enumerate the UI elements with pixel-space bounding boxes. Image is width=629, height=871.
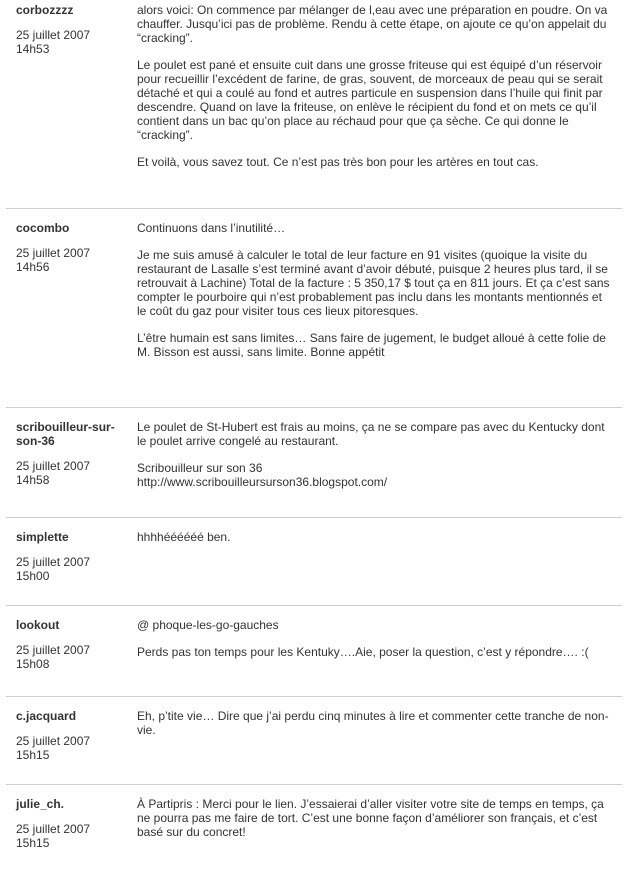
comment-author[interactable]: cocombo	[16, 221, 70, 235]
comment-date: 25 juillet 2007	[16, 734, 91, 748]
comment-paragraph: Et voilà, vous savez tout. Ce n’est pas très bon pour les artères en tout cas.	[137, 155, 539, 169]
comment	[6, 785, 622, 871]
comment-link[interactable]: http://www.scribouilleursurson36.blogspot.com/	[137, 475, 388, 489]
comment-time: 14h58	[16, 473, 50, 487]
comment-author[interactable]: corbozzzz	[16, 3, 74, 17]
comment-author[interactable]: lookout	[16, 618, 60, 632]
comment	[6, 697, 622, 785]
comment	[6, 606, 622, 697]
comment-paragraph: @ phoque-les-go-gauches	[137, 618, 279, 632]
comment-time: 15h00	[16, 569, 50, 583]
comment-body	[124, 420, 622, 517]
comment-paragraph: alors voici: On commence par mélanger de l,eau avec une préparation en poudre. On va chauffer. Jusqu’ici pas de problème. Rendu à cette étape, on ajoute ce qu’on appelait du “cracking”.	[137, 3, 608, 45]
comment-meta	[6, 420, 124, 517]
comment	[6, 209, 622, 408]
comment-meta	[6, 618, 124, 696]
comment-date: 25 juillet 2007	[16, 28, 91, 42]
comment-author[interactable]: simplette	[16, 530, 69, 544]
comment-body	[124, 530, 622, 605]
comment-meta	[6, 797, 124, 871]
comment	[6, 408, 622, 518]
comment-paragraph: Eh, p’tite vie… Dire que j’ai perdu cinq minutes à lire et commenter cette tranche de non-vie.	[137, 709, 609, 737]
comment-signature: Scribouilleur sur son 36	[137, 461, 263, 475]
comment-date: 25 juillet 2007	[16, 246, 91, 260]
comment-paragraph: À Partipris : Merci pour le lien. J’essaierai d’aller visiter votre site de temps en temps, ça ne pourra pas me faire de tort. C’est une bonne façon d’améliorer son français, et c’est basé sur du concret!	[137, 797, 604, 839]
comment-time: 15h15	[16, 748, 50, 762]
comment-author[interactable]: julie_ch.	[16, 797, 65, 811]
comment	[6, 518, 622, 606]
comment-author[interactable]: scribouilleur-sur-son-36	[16, 420, 115, 448]
comment-date: 25 juillet 2007	[16, 459, 91, 473]
comment-body	[124, 221, 622, 407]
comment-paragraph: hhhhéééééé ben.	[137, 530, 231, 544]
comment-paragraph: Je me suis amusé à calculer le total de leur facture en 91 visites (quoique la visite du restaurant de Lasalle s’est terminé avant d’avoir débuté, puisque 2 heures plus tard, il se retrouvait à Lachine) Total de la facture : 5 350,17 $ tout ça en 811 jours. Et ça c’est sans compter le pourboire qui n’est probablement pas inclu dans les montants mentionnés et le coût du gaz pour visiter tous ces lieux pitoresques.	[137, 248, 610, 318]
comment-author[interactable]: c.jacquard	[16, 709, 77, 723]
comment-meta	[6, 221, 124, 407]
comment-body	[124, 3, 622, 208]
comment-signature-block	[137, 461, 612, 489]
comment-paragraph: L’être humain est sans limites… Sans faire de jugement, le budget alloué à cette folie de M. Bisson est aussi, sans limite. Bonne appétit	[137, 331, 606, 359]
comment-time: 14h56	[16, 260, 50, 274]
comment-paragraph: Perds pas ton temps pour les Kentuky….Aie, poser la question, c’est y répondre…. :(	[137, 645, 589, 659]
comment-date: 25 juillet 2007	[16, 643, 91, 657]
comment-date: 25 juillet 2007	[16, 555, 91, 569]
comment-paragraph: Continuons dans l’inutilité…	[137, 221, 286, 235]
comment-meta	[6, 3, 124, 208]
comment-date: 25 juillet 2007	[16, 822, 91, 836]
comment-meta	[6, 530, 124, 605]
comment-time: 15h08	[16, 657, 50, 671]
comment-body	[124, 709, 622, 784]
comment-time: 15h15	[16, 836, 50, 850]
comment-paragraph: Le poulet est pané et ensuite cuit dans une grosse friteuse qui est équipé d’un réservoir pour recueillir l’excédent de farine, de gras, souvent, de morceaux de peau qui se serait détaché et qui a coulé au fond et autres particule en suspension dans l’huile qui finit par descendre. Quand on lave la friteuse, on enlève le récipient du fond et on mets ce qu’il contient dans un bac qu’on place au réchaud pour que ça sèche. Ce qui donne le “cracking”.	[137, 58, 603, 142]
comment-time: 14h53	[16, 42, 50, 56]
comment-paragraph: Le poulet de St-Hubert est frais au moins, ça ne se compare pas avec du Kentucky dont le poulet arrive congelé au restaurant.	[137, 420, 605, 448]
comment-body	[124, 618, 622, 696]
comment-meta	[6, 709, 124, 784]
comment	[6, 0, 622, 209]
comment-body	[124, 797, 622, 871]
